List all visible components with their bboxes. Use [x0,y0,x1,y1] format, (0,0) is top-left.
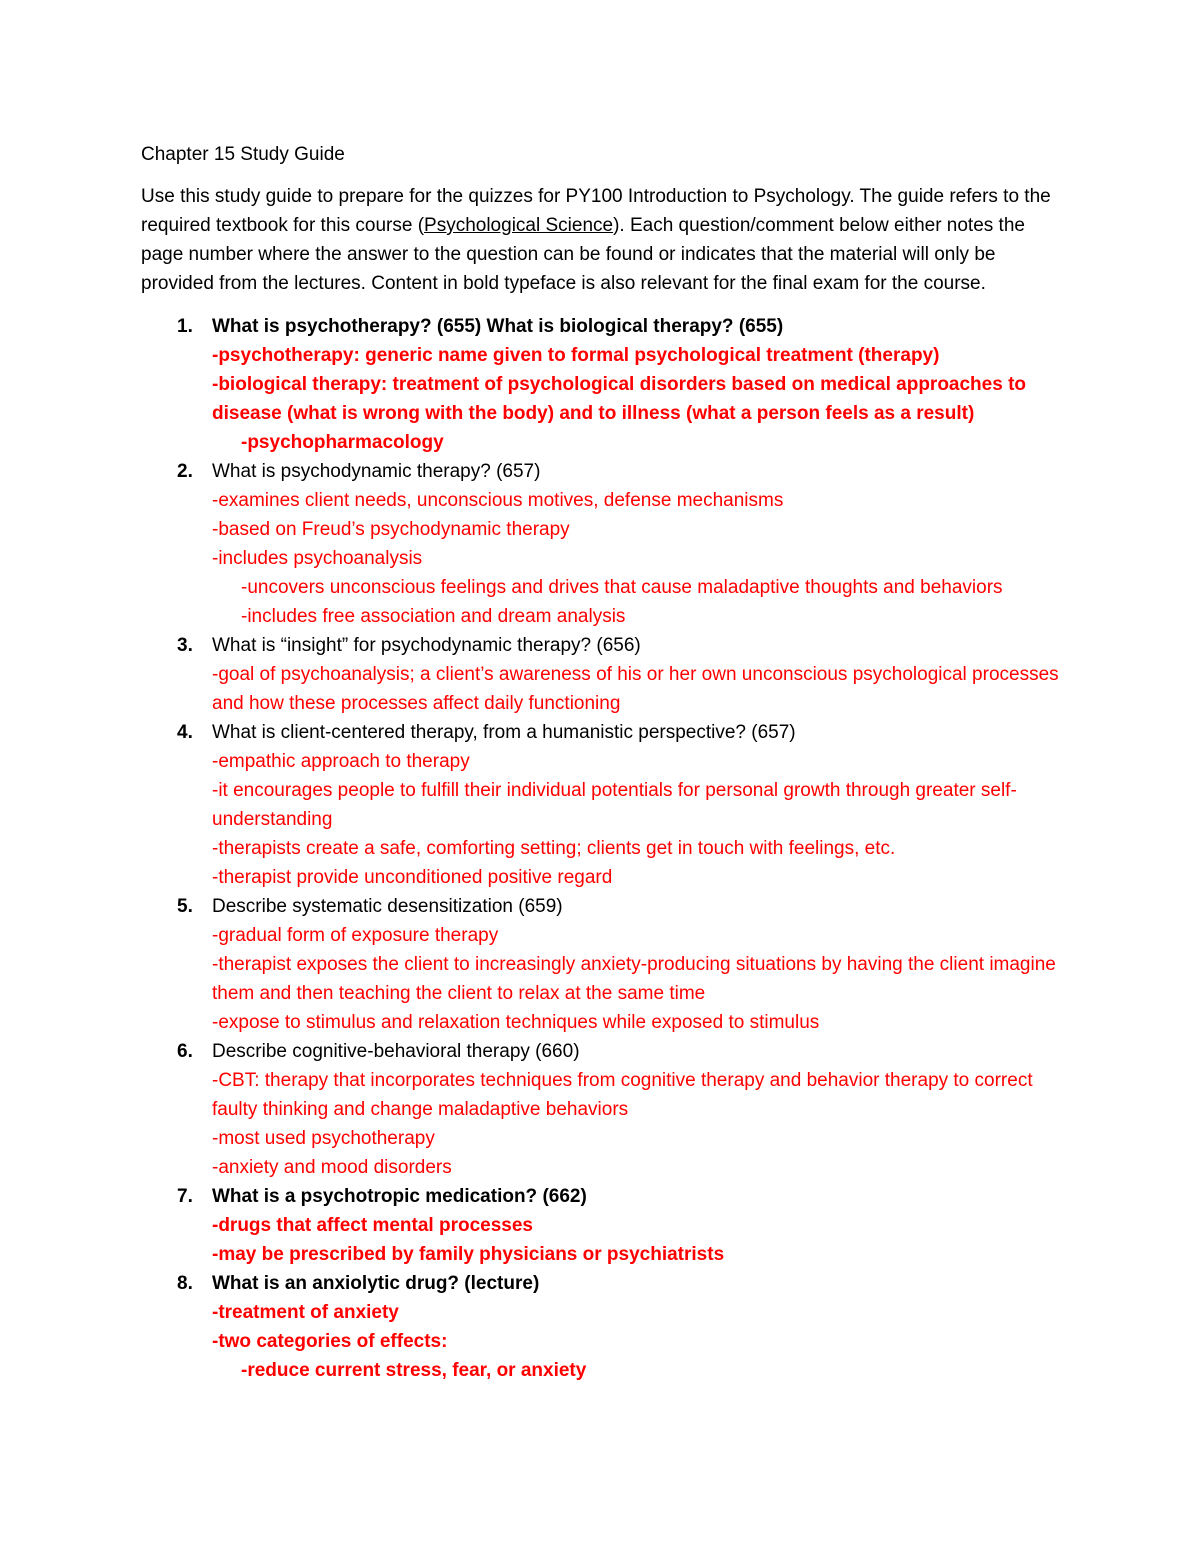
answer-line: -gradual form of exposure therapy [212,925,499,946]
answer-line: -based on Freud’s psychodynamic therapy [212,519,570,540]
textbook-title: Psychological Science [424,215,614,236]
question-number: 8. [177,1273,193,1294]
question-number: 5. [177,896,193,917]
question-number: 2. [177,461,193,482]
answer-line: -includes free association and dream analysis [241,606,626,627]
question-text: What is an anxiolytic drug? (lecture) [212,1273,540,1294]
answer-line: -it encourages people to fulfill their individual potentials for personal growth through greater self-understanding [212,780,1017,830]
question-text: What is psychotherapy? (655) What is biological therapy? (655) [212,316,784,337]
answer-line: -reduce current stress, fear, or anxiety [241,1360,587,1381]
question-item [141,1269,1061,1385]
question-item [141,312,1061,457]
question-item [141,631,1061,718]
answer-line: -examines client needs, unconscious motives, defense mechanisms [212,490,784,511]
answer-line: -most used psychotherapy [212,1128,435,1149]
answer-line: -uncovers unconscious feelings and drives that cause maladaptive thoughts and behaviors [241,577,1003,598]
answer-line: -therapist exposes the client to increasingly anxiety-producing situations by having the client imagine them and then teaching the client to relax at the same time [212,954,1056,1004]
answer-line: -therapists create a safe, comforting setting; clients get in touch with feelings, etc. [212,838,896,859]
answer-line: -goal of psychoanalysis; a client’s awareness of his or her own unconscious psychological processes and how these processes affect daily functioning [212,664,1059,714]
intro-text-end: ). Each question/comment below either notes the page number where the answer to the question can be found or indicates that the material will only be provided from the lectures. Content in bold typeface is also relevant for the final exam for the course. [141,215,1025,294]
answer-line: -treatment of anxiety [212,1302,399,1323]
answer-line: -psychotherapy: generic name given to formal psychological treatment (therapy) [212,345,940,366]
question-number: 3. [177,635,193,656]
document-page [141,140,1061,1385]
answer-line: -biological therapy: treatment of psychological disorders based on medical approaches to disease (what is wrong with the body) and to illness (what a person feels as a result) [212,374,1027,424]
question-number: 4. [177,722,193,743]
answer-line: -anxiety and mood disorders [212,1157,452,1178]
question-number: 6. [177,1041,193,1062]
question-text: What is client-centered therapy, from a humanistic perspective? (657) [212,722,796,743]
answer-line: -psychopharmacology [241,432,444,453]
answer-line: -may be prescribed by family physicians or psychiatrists [212,1244,725,1265]
answer-line: -expose to stimulus and relaxation techniques while exposed to stimulus [212,1012,820,1033]
question-text: What is “insight” for psychodynamic therapy? (656) [212,635,641,656]
answer-line: -therapist provide unconditioned positive regard [212,867,613,888]
question-number: 1. [177,316,193,337]
question-item [141,892,1061,1037]
question-text: Describe cognitive-behavioral therapy (660) [212,1041,580,1062]
question-number: 7. [177,1186,193,1207]
question-item [141,457,1061,631]
answer-line: -drugs that affect mental processes [212,1215,533,1236]
answer-line: -two categories of effects: [212,1331,448,1352]
question-text: What is psychodynamic therapy? (657) [212,461,541,482]
answer-line: -CBT: therapy that incorporates techniques from cognitive therapy and behavior therapy to correct faulty thinking and change maladaptive behaviors [212,1070,1033,1120]
question-item [141,718,1061,892]
question-text: Describe systematic desensitization (659) [212,896,563,917]
question-list [141,312,1061,1385]
answer-line: -empathic approach to therapy [212,751,470,772]
question-item [141,1182,1061,1269]
question-text: What is a psychotropic medication? (662) [212,1186,587,1207]
document-title: Chapter 15 Study Guide [141,144,345,165]
intro-text-start: Use this study guide to prepare for the quizzes for PY100 Introduction to Psychology. The guide refers to the required textbook for this course ( [141,186,1051,236]
question-item [141,1037,1061,1182]
answer-line: -includes psychoanalysis [212,548,423,569]
intro-paragraph [141,182,1061,298]
